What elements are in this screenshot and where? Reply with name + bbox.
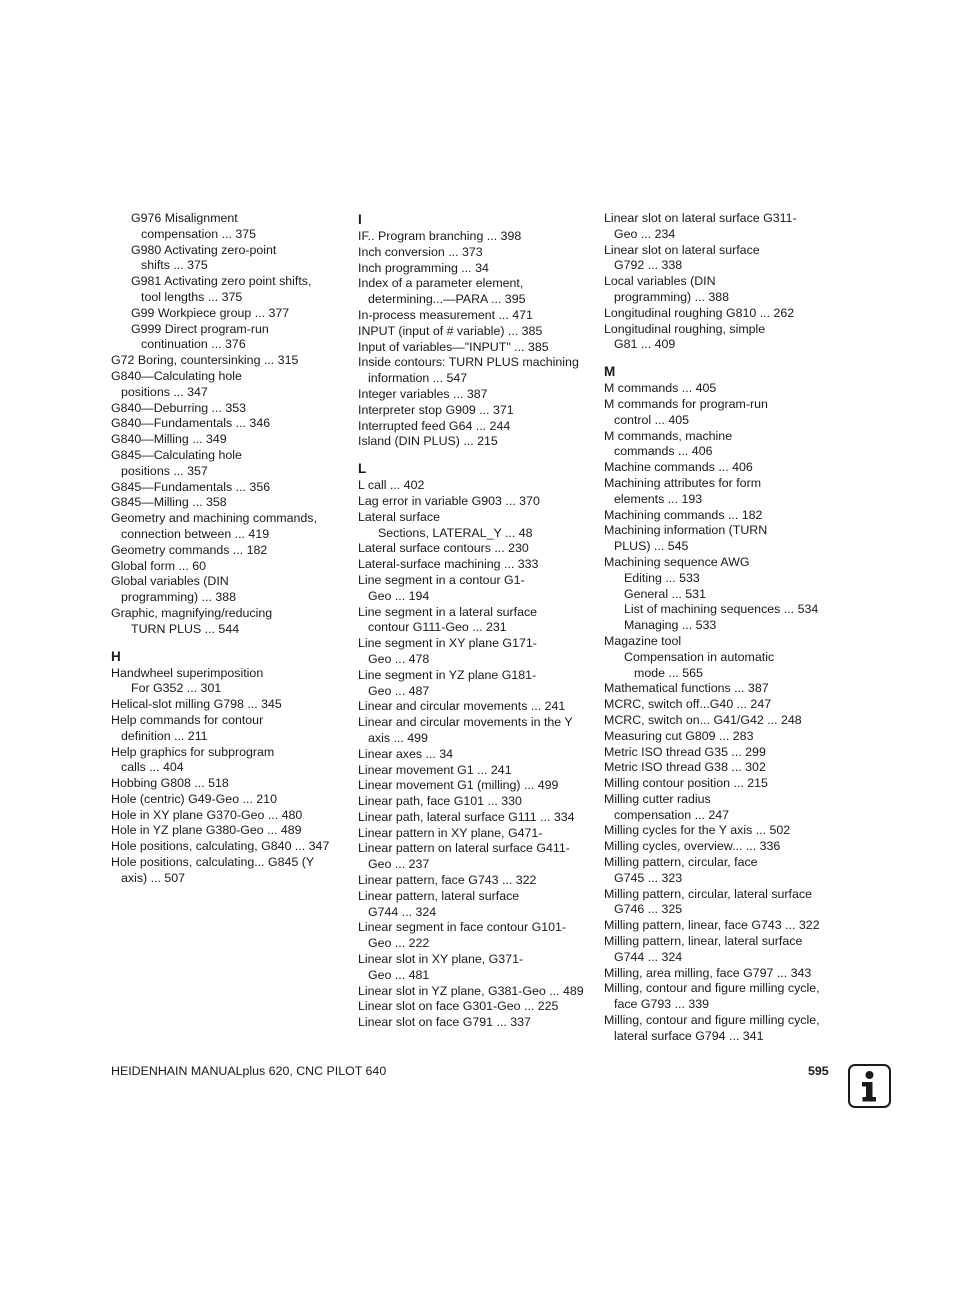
index-entry: Island (DIN PLUS) ... 215 [358,434,498,449]
index-entry: Hobbing G808 ... 518 [111,776,229,791]
index-entry: Linear path, face G101 ... 330 [358,794,522,809]
index-entry: Handwheel superimposition [111,665,264,680]
index-entry: Milling, area milling, face G797 ... 343 [604,965,812,980]
index-entry: MCRC, switch on... G41/G42 ... 248 [604,712,802,727]
index-entry: G746 ... 325 [614,902,683,917]
section-gap [358,450,590,455]
index-entry: G72 Boring, countersinking ... 315 [111,353,299,368]
index-entry: Managing ... 533 [624,618,717,633]
index-entry: Inside contours: TURN PLUS machining [358,355,579,370]
index-entry: Geometry and machining commands, [111,511,317,526]
section-gap [604,353,836,358]
index-entry: Machining attributes for form [604,475,762,490]
index-entry: Lag error in variable G903 ... 370 [358,493,540,508]
index-entry: M commands ... 405 [604,381,717,396]
index-entry: positions ... 347 [121,384,208,399]
index-column-1 [111,211,343,887]
index-entry: Longitudinal roughing G810 ... 262 [604,305,795,320]
index-entry: Hole (centric) G49-Geo ... 210 [111,791,277,806]
index-entry: face G793 ... 339 [614,997,710,1012]
index-entry: G840—Milling ... 349 [111,432,227,447]
index-entry: Linear slot on lateral surface G311- [604,211,797,225]
index-entry: programming) ... 388 [121,590,237,605]
index-entry: G81 ... 409 [614,337,676,352]
index-entry: connection between ... 419 [121,526,270,541]
index-entry: Linear axes ... 34 [358,746,454,761]
index-entry: G999 Direct program-run [131,321,269,336]
index-entry: programming) ... 388 [614,289,730,304]
index-entry: lateral surface G794 ... 341 [614,1028,764,1043]
index-entry: commands ... 406 [614,444,713,459]
index-entry: G744 ... 324 [368,904,437,919]
index-entry: G792 ... 338 [614,258,683,273]
index-entry: Linear pattern in XY plane, G471- [358,825,543,840]
index-entry: Linear slot in YZ plane, G381-Geo ... 489 [358,983,584,998]
index-entry: Lateral-surface machining ... 333 [358,557,539,572]
index-entry: Linear slot on lateral surface [604,242,760,257]
index-entry: compensation ... 247 [614,807,730,822]
index-entry: IF.. Program branching ... 398 [358,229,522,243]
index-entry: Milling pattern, circular, lateral surface [604,886,812,901]
index-entry: Index of a parameter element, [358,276,524,291]
index-entry: Input of variables—"INPUT" ... 385 [358,339,549,354]
index-entry: Linear and circular movements in the Y [358,715,573,730]
index-entry: Integer variables ... 387 [358,386,488,401]
index-entry: Global form ... 60 [111,558,207,573]
index-entry: Milling cycles for the Y axis ... 502 [604,823,791,838]
index-letter-heading: M [604,364,616,380]
index-entry: Graphic, magnifying/reducing [111,605,273,620]
index-entry: Sections, LATERAL_Y ... 48 [378,525,533,540]
index-entry: Linear path, lateral surface G111 ... 334 [358,809,575,824]
index-entry: Interrupted feed G64 ... 244 [358,418,511,433]
info-icon [848,1064,891,1108]
index-entry: Inch programming ... 34 [358,260,489,275]
index-entry: Interpreter stop G909 ... 371 [358,402,514,417]
index-entry: Line segment in a contour G1- [358,572,525,587]
index-entry: axis) ... 507 [121,870,186,885]
index-entry: INPUT (input of # variable) ... 385 [358,323,543,338]
index-entry: G845—Milling ... 358 [111,495,227,510]
index-entry: MCRC, switch off...G40 ... 247 [604,697,772,712]
index-entry: G745 ... 323 [614,870,683,885]
index-entry: Metric ISO thread G38 ... 302 [604,760,766,775]
index-entry: Hole in XY plane G370-Geo ... 480 [111,807,303,822]
index-entry: Geo ... 487 [368,683,430,698]
index-entry: definition ... 211 [121,728,208,743]
index-entry: Milling pattern, circular, face [604,855,758,870]
index-entry: Machine commands ... 406 [604,460,753,475]
index-entry: calls ... 404 [121,760,184,775]
index-letter-heading: L [358,461,367,477]
index-entry: Linear segment in face contour G101- [358,920,567,935]
footer-title: HEIDENHAIN MANUALplus 620, CNC PILOT 640 [111,1064,387,1078]
index-entry: General ... 531 [624,586,706,601]
index-entry: mode ... 565 [634,665,703,680]
index-entry: Local variables (DIN [604,274,716,289]
index-entry: Hole positions, calculating, G840 ... 347 [111,839,330,854]
index-entry: Linear pattern, face G743 ... 322 [358,873,537,888]
index-entry: Geo ... 237 [368,857,430,872]
index-letter-heading: H [111,648,121,664]
index-entry: Machining commands ... 182 [604,507,763,522]
index-entry: G99 Workpiece group ... 377 [131,305,290,320]
index-entry: Compensation in automatic [624,649,775,664]
index-entry: information ... 547 [368,371,468,386]
index-entry: Linear pattern on lateral surface G411- [358,841,570,856]
index-entry: PLUS) ... 545 [614,539,689,554]
index-entry: Hole positions, calculating... G845 (Y [111,855,315,870]
index-entry: Linear slot in XY plane, G371- [358,952,524,967]
index-entry: Geo ... 478 [368,651,430,666]
index-entry: G744 ... 324 [614,949,683,964]
index-entry: L call ... 402 [358,478,425,493]
index-column-2 [358,211,590,1031]
index-entry: G976 Misalignment [131,211,238,225]
index-entry: Line segment in a lateral surface [358,604,538,619]
index-entry: G845—Fundamentals ... 356 [111,479,271,494]
index-entry: Linear and circular movements ... 241 [358,699,566,714]
index-entry: G845—Calculating hole [111,447,242,462]
index-entry: Milling cutter radius [604,791,711,806]
index-entry: shifts ... 375 [141,258,208,273]
index-entry: determining...—PARA ... 395 [368,292,526,307]
index-entry: elements ... 193 [614,491,703,506]
index-entry: Line segment in YZ plane G181- [358,667,537,682]
index-entry: TURN PLUS ... 544 [131,621,240,636]
index-entry: Machining sequence AWG [604,554,750,569]
index-entry: axis ... 499 [368,730,428,745]
index-entry: Editing ... 533 [624,570,700,585]
page-number: 595 [808,1064,829,1078]
index-entry: compensation ... 375 [141,226,257,241]
index-entry: G840—Fundamentals ... 346 [111,416,271,431]
index-entry: Geo ... 234 [614,226,676,241]
index-entry: Milling contour position ... 215 [604,776,768,791]
index-entry: Linear movement G1 ... 241 [358,762,512,777]
index-entry: Machining information (TURN [604,523,768,538]
index-entry: Longitudinal roughing, simple [604,321,766,336]
index-entry: For G352 ... 301 [131,681,222,696]
index-entry: Metric ISO thread G35 ... 299 [604,744,766,759]
index-entry: Global variables (DIN [111,574,229,589]
index-entry: List of machining sequences ... 534 [624,602,819,617]
index-entry: Linear slot on face G791 ... 337 [358,1015,531,1030]
index-entry: In-process measurement ... 471 [358,307,533,322]
index-entry: Milling, contour and figure milling cycle, [604,981,820,996]
index-entry: M commands for program-run [604,396,768,411]
index-entry: G840—Deburring ... 353 [111,400,246,415]
index-entry: Line segment in XY plane G171- [358,636,537,651]
index-entry: tool lengths ... 375 [141,289,243,304]
index-entry: Linear movement G1 (milling) ... 499 [358,778,559,793]
index-entry: continuation ... 376 [141,337,246,352]
index-entry: Hole in YZ plane G380-Geo ... 489 [111,823,302,838]
index-entry: M commands, machine [604,428,733,443]
section-gap [111,638,343,643]
index-entry: Linear pattern, lateral surface [358,888,520,903]
index-entry: G840—Calculating hole [111,368,242,383]
index-entry: Geo ... 481 [368,967,430,982]
index-entry: Milling cycles, overview... ... 336 [604,839,781,854]
index-entry: Milling pattern, linear, face G743 ... 322 [604,918,820,933]
index-entry: G980 Activating zero-point [131,242,277,257]
index-entry: control ... 405 [614,412,690,427]
index-entry: Linear slot on face G301-Geo ... 225 [358,999,559,1014]
index-entry: Geo ... 222 [368,936,430,951]
index-entry: G981 Activating zero point shifts, [131,274,312,289]
index-entry: contour G111-Geo ... 231 [368,620,507,635]
index-entry: Helical-slot milling G798 ... 345 [111,697,282,712]
index-entry: Inch conversion ... 373 [358,244,483,259]
index-letter-heading: I [358,212,362,227]
index-entry: Magazine tool [604,633,682,648]
index-entry: Geo ... 194 [368,588,430,603]
index-entry: Help commands for contour [111,712,264,727]
index-entry: positions ... 357 [121,463,208,478]
index-entry: Measuring cut G809 ... 283 [604,728,754,743]
index-entry: Geometry commands ... 182 [111,542,268,557]
index-entry: Mathematical functions ... 387 [604,681,769,696]
index-entry: Milling, contour and figure milling cycle, [604,1013,820,1028]
index-column-3 [604,211,836,1045]
index-entry: Milling pattern, linear, lateral surface [604,934,803,949]
index-entry: Help graphics for subprogram [111,744,275,759]
index-entry: Lateral surface [358,509,440,524]
index-entry: Lateral surface contours ... 230 [358,541,529,556]
